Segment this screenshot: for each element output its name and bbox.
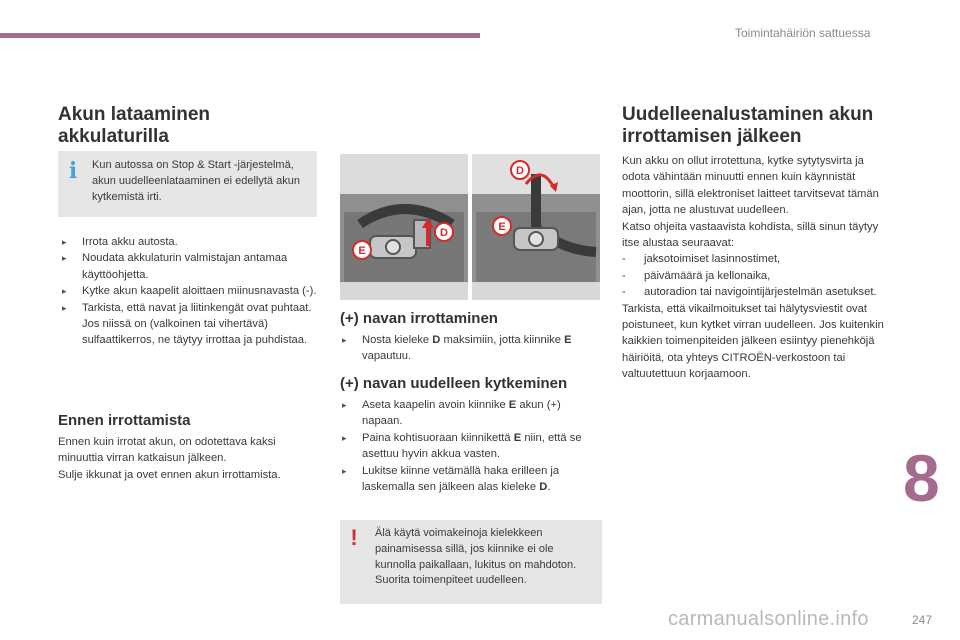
- list-item: ▸ Lukitse kiinne vetämällä haka erilleen ja laskemalla sen jälkeen alas kieleke D.: [342, 464, 560, 494]
- reinit-text: Kun akku on ollut irrotettuna, kytke sytytysvirta ja odota vähintään minuutti ennen kuin käynnistät moottorin, sillä elektroniset laitteet tarvitsevat tämän ajan, jotta ne alustuvat uudelleen. Katso ohjeita vastaavista kohdista, sillä sinun täytyy itse alustaa seuraavat: - jaksotoimiset lasinnostimet, - päivämäärä ja kellonaika, - autoradion tai navigointijärjestelmän asetukset. Tarkista, että vikailmoitukset tai hälytysviestit ovat poistuneet, kun kytket virran uudelleen. Jos kuitenkin kaikkien toimenpiteiden jälkeen esiintyy pienehköjä häiriöitä, ota yhteys CITROËN-verkostoon tai valtuutettuun korjaamoon.: [622, 155, 884, 381]
- info-icon: i: [68, 158, 78, 184]
- info-box-text: Kun autossa on Stop & Start -järjestelmä, akun uudelleenlataaminen ei edellytä akun kytkemistä irti.: [92, 159, 300, 203]
- reinit-title: Uudelleenalustaminen akun irrottamisen jälkeen: [622, 104, 874, 147]
- step-bullet-icon: ▸: [62, 253, 67, 264]
- list-item: - jaksotoimiset lasinnostimet,: [622, 253, 781, 266]
- list-item: ▸ Irrota akku autosta.: [62, 234, 320, 250]
- reconnect-steps: [342, 397, 600, 495]
- plus-terminal-reconnect-title: (+) navan uudelleen kytkeminen: [340, 375, 568, 392]
- watermark: carmanualsonline.info: [668, 608, 869, 630]
- step-bullet-icon: ▸: [342, 335, 347, 345]
- list-item: - autoradion tai navigointijärjestelmän asetukset.: [622, 286, 877, 299]
- warning-icon: !: [350, 525, 358, 550]
- label-e: E: [358, 245, 366, 257]
- list-item: - päivämäärä ja kellonaika,: [622, 269, 771, 282]
- step-bullet-icon: ▸: [62, 302, 67, 313]
- removal-steps: [342, 332, 600, 365]
- chapter-number: 8: [903, 441, 940, 515]
- list-item: ▸ Aseta kaapelin avoin kiinnike E akun (+) napaan.: [342, 399, 561, 428]
- list-item: ▸ Tarkista, että navat ja liitinkengät ovat puhtaat. Jos niissä on (valkoinen tai vihertävä) sulfaattikerros, ne täytyy irrottaa ja puhdistaa.: [62, 301, 312, 347]
- step-bullet-icon: ▸: [342, 432, 347, 443]
- before-removal-title: Ennen irrottamista: [58, 412, 191, 429]
- plus-terminal-removal-title: (+) navan irrottaminen: [340, 310, 498, 327]
- battery-terminal-photo-left: [340, 154, 468, 300]
- page-number: 247: [912, 613, 933, 627]
- list-item: ▸ Nosta kieleke D maksimiin, jotta kiinnike E vapautuu.: [342, 334, 572, 363]
- label-d: D: [516, 165, 524, 177]
- step-bullet-icon: ▸: [342, 465, 347, 476]
- battery-terminal-photo-right: [472, 154, 600, 300]
- list-item: ▸ Kytke akun kaapelit aloittaen miinusnavasta (-).: [62, 283, 320, 299]
- label-d: D: [440, 227, 448, 239]
- step-bullet-icon: ▸: [62, 286, 67, 297]
- step-bullet-icon: ▸: [62, 237, 67, 247]
- charging-title: Akun lataaminen akkulaturilla: [58, 104, 211, 147]
- list-item: ▸ Noudata akkulaturin valmistajan antamaa käyttöohjetta.: [62, 252, 288, 281]
- reinit-items: [622, 251, 884, 300]
- warning-box-text: Älä käytä voimakeinoja kielekkeen painamisessa sillä, jos kiinnike ei ole kunnolla paikallaan, lukitus on mahdoton. Suorita toimenpiteet uudelleen.: [375, 527, 577, 587]
- header-accent-bar: [0, 33, 480, 38]
- section-title: Toimintahäiriön sattuessa: [735, 26, 871, 40]
- before-removal-text: Ennen kuin irrotat akun, on odotettava kaksi minuuttia virran katkaisun jälkeen. Sulje ikkunat ja ovet ennen akun irrottamista.: [58, 436, 281, 481]
- label-e: E: [498, 221, 506, 233]
- step-bullet-icon: ▸: [342, 400, 347, 410]
- list-item: ▸ Paina kohtisuoraan kiinnikettä E niin, että se asettuu hyvin akkua vasten.: [342, 431, 582, 461]
- charging-steps: [62, 234, 320, 349]
